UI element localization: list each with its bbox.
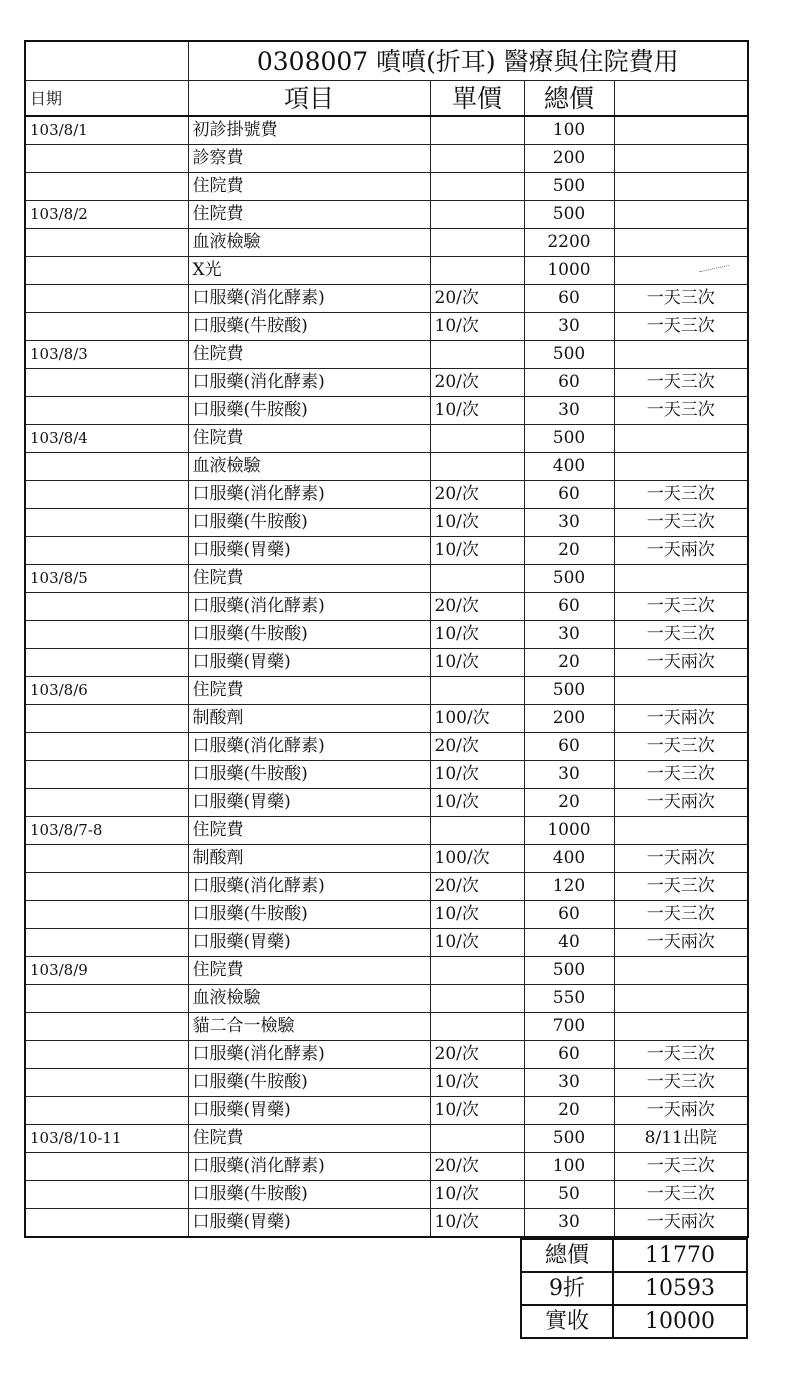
table-row	[25, 116, 748, 145]
total-cell: 200	[524, 705, 614, 733]
note-cell	[614, 985, 748, 1013]
date-cell	[25, 985, 188, 1013]
unit-price-cell	[430, 116, 524, 145]
item-cell: 住院費	[188, 173, 430, 201]
summary-value: 11770	[613, 1239, 747, 1272]
date-cell	[25, 705, 188, 733]
date-cell	[25, 1153, 188, 1181]
date-cell: 103/8/9	[25, 957, 188, 985]
summary-table	[520, 1238, 748, 1339]
item-cell: 住院費	[188, 677, 430, 705]
item-cell: 住院費	[188, 817, 430, 845]
total-cell: 20	[524, 789, 614, 817]
item-cell: 口服藥(胃藥)	[188, 929, 430, 957]
item-cell: 血液檢驗	[188, 229, 430, 257]
table-row	[25, 341, 748, 369]
table-row	[25, 1041, 748, 1069]
total-cell: 400	[524, 845, 614, 873]
table-row	[25, 957, 748, 985]
total-cell: 60	[524, 481, 614, 509]
unit-price-cell: 20/次	[430, 1041, 524, 1069]
date-cell: 103/8/2	[25, 201, 188, 229]
note-cell: 一天兩次	[614, 1097, 748, 1125]
table-row	[25, 537, 748, 565]
unit-price-cell: 10/次	[430, 901, 524, 929]
note-cell	[614, 677, 748, 705]
note-cell	[614, 116, 748, 145]
total-cell: 20	[524, 649, 614, 677]
note-cell	[614, 201, 748, 229]
title-blank-cell	[25, 41, 188, 81]
item-cell: 口服藥(牛胺酸)	[188, 621, 430, 649]
unit-price-cell	[430, 1013, 524, 1041]
header-row	[25, 81, 748, 117]
summary-value: 10000	[613, 1305, 747, 1338]
unit-price-cell	[430, 985, 524, 1013]
total-cell: 30	[524, 313, 614, 341]
total-cell: 500	[524, 957, 614, 985]
summary-row	[521, 1272, 747, 1305]
table-row	[25, 397, 748, 425]
item-cell: 口服藥(牛胺酸)	[188, 761, 430, 789]
date-cell	[25, 1209, 188, 1238]
note-cell: 一天兩次	[614, 537, 748, 565]
table-row	[25, 369, 748, 397]
item-cell: 口服藥(胃藥)	[188, 1209, 430, 1238]
note-cell	[614, 453, 748, 481]
unit-price-cell	[430, 257, 524, 285]
table-row	[25, 173, 748, 201]
total-cell: 500	[524, 201, 614, 229]
item-cell: 住院費	[188, 341, 430, 369]
note-cell: 一天三次	[614, 761, 748, 789]
date-cell	[25, 1097, 188, 1125]
unit-price-cell	[430, 957, 524, 985]
date-cell	[25, 481, 188, 509]
unit-price-cell: 10/次	[430, 1209, 524, 1238]
summary-row	[521, 1305, 747, 1338]
table-row	[25, 817, 748, 845]
unit-price-cell: 100/次	[430, 705, 524, 733]
total-cell: 30	[524, 621, 614, 649]
unit-price-cell: 10/次	[430, 621, 524, 649]
fee-table	[24, 40, 749, 1238]
date-cell	[25, 1181, 188, 1209]
unit-price-cell: 10/次	[430, 761, 524, 789]
note-cell: 一天三次	[614, 621, 748, 649]
date-cell	[25, 593, 188, 621]
table-row	[25, 733, 748, 761]
date-cell: 103/8/6	[25, 677, 188, 705]
unit-price-cell: 100/次	[430, 845, 524, 873]
unit-price-cell	[430, 201, 524, 229]
note-cell: 一天兩次	[614, 1209, 748, 1238]
date-cell: 103/8/7-8	[25, 817, 188, 845]
date-cell	[25, 733, 188, 761]
item-cell: 口服藥(牛胺酸)	[188, 397, 430, 425]
total-cell: 20	[524, 537, 614, 565]
note-cell	[614, 145, 748, 173]
table-row	[25, 509, 748, 537]
total-cell: 200	[524, 145, 614, 173]
total-cell: 120	[524, 873, 614, 901]
table-row	[25, 565, 748, 593]
table-row	[25, 313, 748, 341]
header-date: 日期	[25, 81, 188, 117]
item-cell: 口服藥(消化酵素)	[188, 481, 430, 509]
note-cell: 一天三次	[614, 733, 748, 761]
table-row	[25, 873, 748, 901]
date-cell	[25, 257, 188, 285]
item-cell: 口服藥(牛胺酸)	[188, 509, 430, 537]
note-cell	[614, 565, 748, 593]
table-row	[25, 257, 748, 285]
note-cell	[614, 817, 748, 845]
table-row	[25, 985, 748, 1013]
unit-price-cell	[430, 677, 524, 705]
total-cell: 60	[524, 593, 614, 621]
unit-price-cell: 20/次	[430, 285, 524, 313]
date-cell: 103/8/1	[25, 116, 188, 145]
item-cell: 口服藥(消化酵素)	[188, 873, 430, 901]
total-cell: 1000	[524, 817, 614, 845]
unit-price-cell: 20/次	[430, 1153, 524, 1181]
table-row	[25, 789, 748, 817]
table-row	[25, 1125, 748, 1153]
table-row	[25, 649, 748, 677]
item-cell: 口服藥(牛胺酸)	[188, 1069, 430, 1097]
item-cell: 住院費	[188, 1125, 430, 1153]
total-cell: 100	[524, 116, 614, 145]
item-cell: 口服藥(消化酵素)	[188, 369, 430, 397]
header-item: 項目	[188, 81, 430, 117]
date-cell	[25, 369, 188, 397]
note-cell: 一天三次	[614, 1069, 748, 1097]
total-cell: 60	[524, 901, 614, 929]
unit-price-cell	[430, 1125, 524, 1153]
date-cell	[25, 1041, 188, 1069]
total-cell: 30	[524, 1209, 614, 1238]
item-cell: 口服藥(消化酵素)	[188, 733, 430, 761]
date-cell	[25, 285, 188, 313]
note-cell: 一天三次	[614, 1041, 748, 1069]
summary-row	[521, 1239, 747, 1272]
table-row	[25, 1013, 748, 1041]
page-title: 0308007 噴噴(折耳) 醫療與住院費用	[188, 41, 748, 81]
note-cell: 一天兩次	[614, 929, 748, 957]
date-cell: 103/8/3	[25, 341, 188, 369]
note-cell: 一天兩次	[614, 649, 748, 677]
date-cell	[25, 453, 188, 481]
note-cell: 一天三次	[614, 1181, 748, 1209]
unit-price-cell: 10/次	[430, 1097, 524, 1125]
total-cell: 30	[524, 509, 614, 537]
total-cell: 2200	[524, 229, 614, 257]
unit-price-cell: 20/次	[430, 369, 524, 397]
total-cell: 60	[524, 733, 614, 761]
date-cell	[25, 397, 188, 425]
unit-price-cell	[430, 425, 524, 453]
date-cell	[25, 621, 188, 649]
date-cell	[25, 145, 188, 173]
total-cell: 60	[524, 1041, 614, 1069]
item-cell: 口服藥(牛胺酸)	[188, 313, 430, 341]
item-cell: 住院費	[188, 201, 430, 229]
total-cell: 30	[524, 761, 614, 789]
total-cell: 500	[524, 1125, 614, 1153]
date-cell	[25, 313, 188, 341]
summary-label: 9折	[521, 1272, 613, 1305]
item-cell: 住院費	[188, 565, 430, 593]
note-cell	[614, 229, 748, 257]
table-row	[25, 705, 748, 733]
summary-label: 實收	[521, 1305, 613, 1338]
date-cell	[25, 929, 188, 957]
item-cell: 口服藥(消化酵素)	[188, 1041, 430, 1069]
unit-price-cell: 20/次	[430, 873, 524, 901]
unit-price-cell: 10/次	[430, 509, 524, 537]
total-cell: 20	[524, 1097, 614, 1125]
total-cell: 500	[524, 677, 614, 705]
total-cell: 30	[524, 397, 614, 425]
date-cell	[25, 509, 188, 537]
note-cell: 一天兩次	[614, 789, 748, 817]
unit-price-cell	[430, 817, 524, 845]
note-cell: 一天三次	[614, 901, 748, 929]
note-cell: 8/11出院	[614, 1125, 748, 1153]
date-cell: 103/8/4	[25, 425, 188, 453]
note-cell: 一天三次	[614, 873, 748, 901]
table-row	[25, 845, 748, 873]
date-cell	[25, 789, 188, 817]
total-cell: 60	[524, 285, 614, 313]
note-cell: 一天三次	[614, 369, 748, 397]
note-cell: 一天三次	[614, 481, 748, 509]
date-cell: 103/8/10-11	[25, 1125, 188, 1153]
note-cell	[614, 1013, 748, 1041]
date-cell	[25, 173, 188, 201]
table-row	[25, 1069, 748, 1097]
item-cell: 口服藥(胃藥)	[188, 537, 430, 565]
unit-price-cell: 10/次	[430, 1069, 524, 1097]
total-cell: 700	[524, 1013, 614, 1041]
unit-price-cell: 10/次	[430, 397, 524, 425]
table-row	[25, 901, 748, 929]
title-row	[25, 41, 748, 81]
item-cell: 血液檢驗	[188, 453, 430, 481]
total-cell: 500	[524, 341, 614, 369]
unit-price-cell: 10/次	[430, 789, 524, 817]
summary-value: 10593	[613, 1272, 747, 1305]
item-cell: 口服藥(胃藥)	[188, 1097, 430, 1125]
item-cell: 制酸劑	[188, 705, 430, 733]
item-cell: 貓二合一檢驗	[188, 1013, 430, 1041]
header-total: 總價	[524, 81, 614, 117]
item-cell: 口服藥(消化酵素)	[188, 1153, 430, 1181]
date-cell	[25, 761, 188, 789]
item-cell: 口服藥(消化酵素)	[188, 593, 430, 621]
note-cell: 一天三次	[614, 397, 748, 425]
date-cell	[25, 537, 188, 565]
unit-price-cell	[430, 145, 524, 173]
total-cell: 500	[524, 565, 614, 593]
note-cell: 一天三次	[614, 593, 748, 621]
date-cell	[25, 873, 188, 901]
note-cell: 一天三次	[614, 313, 748, 341]
unit-price-cell: 20/次	[430, 481, 524, 509]
note-cell	[614, 425, 748, 453]
item-cell: 口服藥(胃藥)	[188, 789, 430, 817]
table-row	[25, 929, 748, 957]
unit-price-cell	[430, 453, 524, 481]
summary-label: 總價	[521, 1239, 613, 1272]
unit-price-cell: 10/次	[430, 537, 524, 565]
total-cell: 550	[524, 985, 614, 1013]
unit-price-cell	[430, 341, 524, 369]
note-cell: 一天三次	[614, 285, 748, 313]
note-cell	[614, 957, 748, 985]
item-cell: 住院費	[188, 425, 430, 453]
table-row	[25, 481, 748, 509]
item-cell: 住院費	[188, 957, 430, 985]
table-row	[25, 1209, 748, 1238]
note-cell: 一天兩次	[614, 845, 748, 873]
total-cell: 400	[524, 453, 614, 481]
header-note	[614, 81, 748, 117]
unit-price-cell	[430, 173, 524, 201]
unit-price-cell: 10/次	[430, 929, 524, 957]
total-cell: 40	[524, 929, 614, 957]
unit-price-cell	[430, 229, 524, 257]
note-cell: 一天三次	[614, 1153, 748, 1181]
note-cell	[614, 173, 748, 201]
total-cell: 60	[524, 369, 614, 397]
date-cell: 103/8/5	[25, 565, 188, 593]
table-row	[25, 1097, 748, 1125]
item-cell: 診察費	[188, 145, 430, 173]
item-cell: 初診掛號費	[188, 116, 430, 145]
date-cell	[25, 229, 188, 257]
table-row	[25, 1181, 748, 1209]
table-row	[25, 1153, 748, 1181]
total-cell: 500	[524, 425, 614, 453]
table-row	[25, 593, 748, 621]
date-cell	[25, 1069, 188, 1097]
item-cell: 制酸劑	[188, 845, 430, 873]
unit-price-cell: 10/次	[430, 1181, 524, 1209]
note-cell: 一天三次	[614, 509, 748, 537]
item-cell: X光	[188, 257, 430, 285]
table-row	[25, 425, 748, 453]
unit-price-cell: 20/次	[430, 733, 524, 761]
total-cell: 50	[524, 1181, 614, 1209]
total-cell: 1000	[524, 257, 614, 285]
date-cell	[25, 901, 188, 929]
table-row	[25, 145, 748, 173]
date-cell	[25, 649, 188, 677]
date-cell	[25, 845, 188, 873]
table-row	[25, 285, 748, 313]
table-row	[25, 453, 748, 481]
table-row	[25, 201, 748, 229]
date-cell	[25, 1013, 188, 1041]
unit-price-cell	[430, 565, 524, 593]
table-row	[25, 761, 748, 789]
unit-price-cell: 10/次	[430, 313, 524, 341]
table-row	[25, 621, 748, 649]
note-cell: 一天兩次	[614, 705, 748, 733]
unit-price-cell: 20/次	[430, 593, 524, 621]
note-cell	[614, 341, 748, 369]
table-row	[25, 677, 748, 705]
item-cell: 口服藥(牛胺酸)	[188, 1181, 430, 1209]
item-cell: 口服藥(胃藥)	[188, 649, 430, 677]
total-cell: 100	[524, 1153, 614, 1181]
item-cell: 口服藥(消化酵素)	[188, 285, 430, 313]
item-cell: 血液檢驗	[188, 985, 430, 1013]
header-unit-price: 單價	[430, 81, 524, 117]
total-cell: 30	[524, 1069, 614, 1097]
item-cell: 口服藥(牛胺酸)	[188, 901, 430, 929]
total-cell: 500	[524, 173, 614, 201]
table-row	[25, 229, 748, 257]
unit-price-cell: 10/次	[430, 649, 524, 677]
